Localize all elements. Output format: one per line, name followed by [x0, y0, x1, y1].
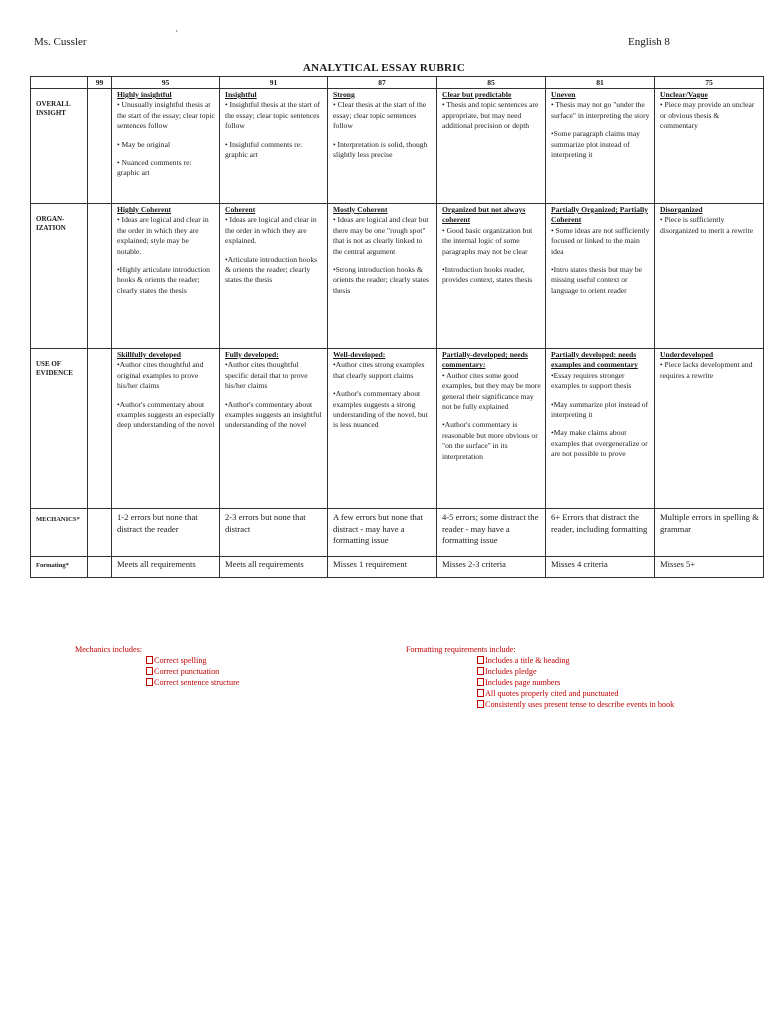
- item-spacer: [551, 121, 650, 129]
- rubric-cell: [655, 89, 764, 204]
- rubric-table: [30, 76, 764, 578]
- descriptor-text: • Thesis may not go "under the surface" in interpreting the story: [551, 100, 650, 120]
- descriptor-text: • Some ideas are not sufficiently focused or linked to the main idea: [551, 225, 650, 256]
- rubric-cell: [88, 204, 112, 349]
- descriptor-text: •Introduction hooks reader, provides context, states thesis: [442, 265, 533, 285]
- level-label: Well-developed:: [333, 350, 386, 359]
- score-header-81: 81: [546, 77, 655, 89]
- rubric-cell: [112, 349, 220, 509]
- item-spacer: [117, 392, 215, 400]
- score-header-91: 91: [220, 77, 328, 89]
- checklist-item-text: Consistently uses present tense to describe events in book: [485, 700, 675, 709]
- checklist-item: [406, 699, 674, 710]
- level-label: Organized but not always coherent: [442, 205, 526, 225]
- descriptor-text: •Highly articulate introduction hooks & orients the reader; clearly states the thesis: [117, 265, 210, 295]
- rubric-cell: [88, 349, 112, 509]
- score-header-87: 87: [328, 77, 437, 89]
- descriptor-text: • Nuanced comments re: graphic art: [117, 158, 192, 178]
- rubric-title: ANALYTICAL ESSAY RUBRIC: [302, 62, 466, 74]
- level-label: Uneven: [551, 90, 576, 99]
- descriptor-text: •Some paragraph claims may summarize plot instead of interpreting it: [551, 129, 640, 160]
- score-header-99: 99: [88, 77, 112, 89]
- level-label: Partially-developed; needs commentary:: [442, 350, 528, 370]
- item-spacer: [442, 412, 541, 420]
- rubric-cell: [437, 557, 546, 578]
- item-spacer: [333, 381, 432, 389]
- level-label: Skillfully developed: [117, 350, 181, 359]
- rubric-cell: [655, 204, 764, 349]
- score-header-blank: [31, 77, 88, 89]
- checklist-item: [406, 655, 674, 666]
- checklist-item: [406, 666, 674, 677]
- level-label: Clear but predictable: [442, 90, 512, 99]
- descriptor-text: •Author's commentary about examples suggests an especially deep understanding of the novel: [117, 399, 215, 430]
- rubric-cell: [112, 89, 220, 204]
- item-spacer: [551, 257, 650, 265]
- rubric-cell: [112, 509, 220, 557]
- descriptor-text: Misses 2-3 criteria: [442, 559, 506, 569]
- course-name: English 8: [628, 36, 670, 48]
- checklist-item: [75, 666, 239, 677]
- score-header-row: [31, 77, 764, 89]
- descriptor-text: • Ideas are logical and clear in the order in which they are explained; style may be notable.: [117, 215, 209, 256]
- descriptor-text: • Ideas are logical and clear in the order in which they are explained.: [225, 215, 317, 246]
- item-spacer: [117, 132, 215, 140]
- level-label: Mostly Coherent: [333, 205, 388, 214]
- level-label: Coherent: [225, 205, 256, 214]
- checkbox-icon: [477, 656, 484, 664]
- descriptor-text: • Author cites some good examples, but they may be more general their significance may not be fully explained: [442, 370, 541, 412]
- rubric-cell: [220, 557, 328, 578]
- item-spacer: [551, 420, 650, 428]
- descriptor-text: 2-3 errors but none that distract: [225, 512, 306, 534]
- item-spacer: [117, 150, 215, 158]
- rubric-cell: [328, 509, 437, 557]
- item-spacer: [442, 257, 541, 265]
- descriptor-text: • Good basic organization but the internal logic of some paragraphs may not be clear: [442, 225, 533, 256]
- rubric-cell: [88, 89, 112, 204]
- item-spacer: [225, 247, 323, 255]
- descriptor-text: A few errors but none that distract - may have a formatting issue: [333, 512, 423, 546]
- descriptor-text: • Clear thesis at the start of the essay; clear topic sentences follow: [333, 100, 427, 131]
- descriptor-text: •Strong introduction hooks & orients the reader; clearly states thesis: [333, 265, 430, 295]
- descriptor-text: Meets all requirements: [225, 559, 304, 569]
- criterion-label: Formating*: [31, 557, 88, 578]
- criterion-label: ORGAN-IZATION: [31, 204, 88, 349]
- item-spacer: [117, 257, 215, 265]
- rubric-cell: [437, 89, 546, 204]
- stray-mark: `: [175, 30, 179, 41]
- level-label: Partially Organized; Partially Coherent: [551, 205, 649, 225]
- rubric-cell: [328, 557, 437, 578]
- rubric-cell: [112, 557, 220, 578]
- descriptor-text: 1-2 errors but none that distract the reader: [117, 512, 198, 534]
- item-spacer: [333, 132, 432, 140]
- level-label: Highly Coherent: [117, 205, 172, 214]
- level-label: Underdeveloped: [660, 350, 714, 359]
- item-spacer: [225, 392, 323, 400]
- item-spacer: [551, 392, 650, 400]
- rubric-row: [31, 204, 764, 349]
- criterion-label: MECHANICS*: [31, 509, 88, 557]
- rubric-cell: [328, 89, 437, 204]
- level-label: Fully developed:: [225, 350, 279, 359]
- descriptor-text: • Unusually insightful thesis at the start of the essay; clear topic sentences follow: [117, 100, 215, 131]
- rubric-cell: [546, 204, 655, 349]
- checklist-item-text: Correct sentence structure: [154, 678, 240, 687]
- descriptor-text: 4-5 errors; some distract the reader - may have a formatting issue: [442, 512, 539, 546]
- descriptor-text: •Essay requires stronger examples to support thesis: [551, 370, 632, 391]
- checklist-item-text: Correct spelling: [154, 656, 207, 665]
- descriptor-text: •May make claims about examples that overgeneralize or are not possible to prove: [551, 428, 648, 459]
- rubric-cell: [220, 349, 328, 509]
- descriptor-text: •Intro states thesis but may be missing useful context or language to orient reader: [551, 265, 643, 295]
- rubric-body: [31, 89, 764, 578]
- descriptor-text: •Author cites thoughtful and original examples to prove his/her claims: [117, 360, 204, 391]
- checklist-item-text: Includes page numbers: [485, 678, 561, 687]
- descriptor-text: •Author's commentary about examples suggests an insightful understanding of the novel: [225, 399, 322, 430]
- rubric-cell: [655, 349, 764, 509]
- rubric-row: [31, 89, 764, 204]
- descriptor-text: • Insightful comments re: graphic art: [225, 139, 303, 160]
- descriptor-text: •Articulate introduction hooks & orients the reader; clearly states the thesis: [225, 254, 318, 285]
- rubric-cell: [546, 89, 655, 204]
- checklist-item: [406, 677, 674, 688]
- level-label: Partially developed: needs examples and commentary: [551, 350, 638, 370]
- descriptor-text: • Interpretation is solid, though slightly less precise: [333, 139, 428, 160]
- checklist-item-text: Includes pledge: [485, 667, 537, 676]
- rubric-cell: [220, 509, 328, 557]
- level-label: Insightful: [225, 90, 257, 99]
- score-header-85: 85: [437, 77, 546, 89]
- checkbox-icon: [146, 678, 153, 686]
- descriptor-text: 6+ Errors that distract the reader, including formatting: [551, 512, 648, 534]
- rubric-cell: [546, 349, 655, 509]
- descriptor-text: • May be original: [117, 139, 171, 149]
- descriptor-text: •Author cites strong examples that clearly support claims: [333, 360, 425, 380]
- descriptor-text: •Author cites thoughtful specific detail that to prove his/her claims: [225, 360, 308, 391]
- descriptor-text: •Author's commentary about examples suggests a strong understanding of the novel, but is less nuanced: [333, 389, 428, 430]
- rubric-row: [31, 349, 764, 509]
- rubric-cell: [328, 204, 437, 349]
- level-label: Unclear/Vague: [660, 90, 708, 99]
- rubric-cell: [655, 557, 764, 578]
- level-label: Disorganized: [660, 205, 703, 214]
- level-label: Highly insightful: [117, 90, 172, 99]
- rubric-cell: [546, 557, 655, 578]
- rubric-cell: [437, 349, 546, 509]
- rubric-row: [31, 557, 764, 578]
- checklist-item: [75, 677, 239, 688]
- checklist-item: [75, 655, 239, 666]
- checklist-item-text: All quotes properly cited and punctuated: [485, 689, 619, 698]
- level-label: Strong: [333, 90, 355, 99]
- checkbox-icon: [477, 667, 484, 675]
- descriptor-text: • Insightful thesis at the start of the essay; clear topic sentences follow: [225, 100, 321, 131]
- descriptor-text: Misses 5+: [660, 559, 696, 569]
- formatting-note: [406, 644, 674, 710]
- teacher-name: Ms. Cussler: [34, 36, 87, 48]
- rubric-cell: [220, 204, 328, 349]
- rubric-cell: [546, 509, 655, 557]
- rubric-cell: [437, 204, 546, 349]
- descriptor-text: Misses 4 criteria: [551, 559, 608, 569]
- checklist-item-text: Correct punctuation: [154, 667, 220, 676]
- rubric-cell: [328, 349, 437, 509]
- checkbox-icon: [146, 667, 153, 675]
- rubric-cell: [88, 557, 112, 578]
- descriptor-text: Misses 1 requirement: [333, 559, 407, 569]
- checkbox-icon: [477, 678, 484, 686]
- rubric-row: [31, 509, 764, 557]
- checklist-item: [406, 688, 674, 699]
- criterion-label: USE OF EVIDENCE: [31, 349, 88, 509]
- descriptor-text: •May summarize plot instead of interpreting it: [551, 399, 649, 420]
- score-header-75: 75: [655, 77, 764, 89]
- descriptor-text: • Thesis and topic sentences are appropriate, but may need additional precision or depth: [442, 100, 539, 131]
- checkbox-icon: [477, 700, 484, 708]
- rubric-cell: [112, 204, 220, 349]
- checklist-item-text: Includes a title & heading: [485, 656, 570, 665]
- descriptor-text: • Ideas are logical and clear but there may be one "rough spot" that is not as clearly linked to the central argument: [333, 215, 429, 256]
- descriptor-text: • Piece may provide an unclear or obvious thesis & commentary: [660, 100, 755, 131]
- formatting-note-heading: Formatting requirements include:: [406, 645, 516, 654]
- formatting-list: [406, 655, 674, 710]
- descriptor-text: Meets all requirements: [117, 559, 196, 569]
- checkbox-icon: [146, 656, 153, 664]
- item-spacer: [225, 132, 323, 140]
- mechanics-note: [75, 644, 239, 688]
- item-spacer: [333, 257, 432, 265]
- mechanics-note-heading: Mechanics includes:: [75, 645, 143, 654]
- descriptor-text: • Piece lacks development and requires a rewrite: [660, 360, 753, 380]
- rubric-cell: [655, 509, 764, 557]
- mechanics-list: [75, 655, 239, 688]
- score-header-95: 95: [112, 77, 220, 89]
- rubric-cell: [437, 509, 546, 557]
- checkbox-icon: [477, 689, 484, 697]
- descriptor-text: •Author's commentary is reasonable but more obvious or "on the surface" in its interpretation: [442, 420, 538, 461]
- criterion-label: OVERALL INSIGHT: [31, 89, 88, 204]
- rubric-cell: [220, 89, 328, 204]
- rubric-cell: [88, 509, 112, 557]
- descriptor-text: • Piece is sufficiently disorganized to merit a rewrite: [660, 215, 754, 235]
- descriptor-text: Multiple errors in spelling & grammar: [660, 512, 759, 534]
